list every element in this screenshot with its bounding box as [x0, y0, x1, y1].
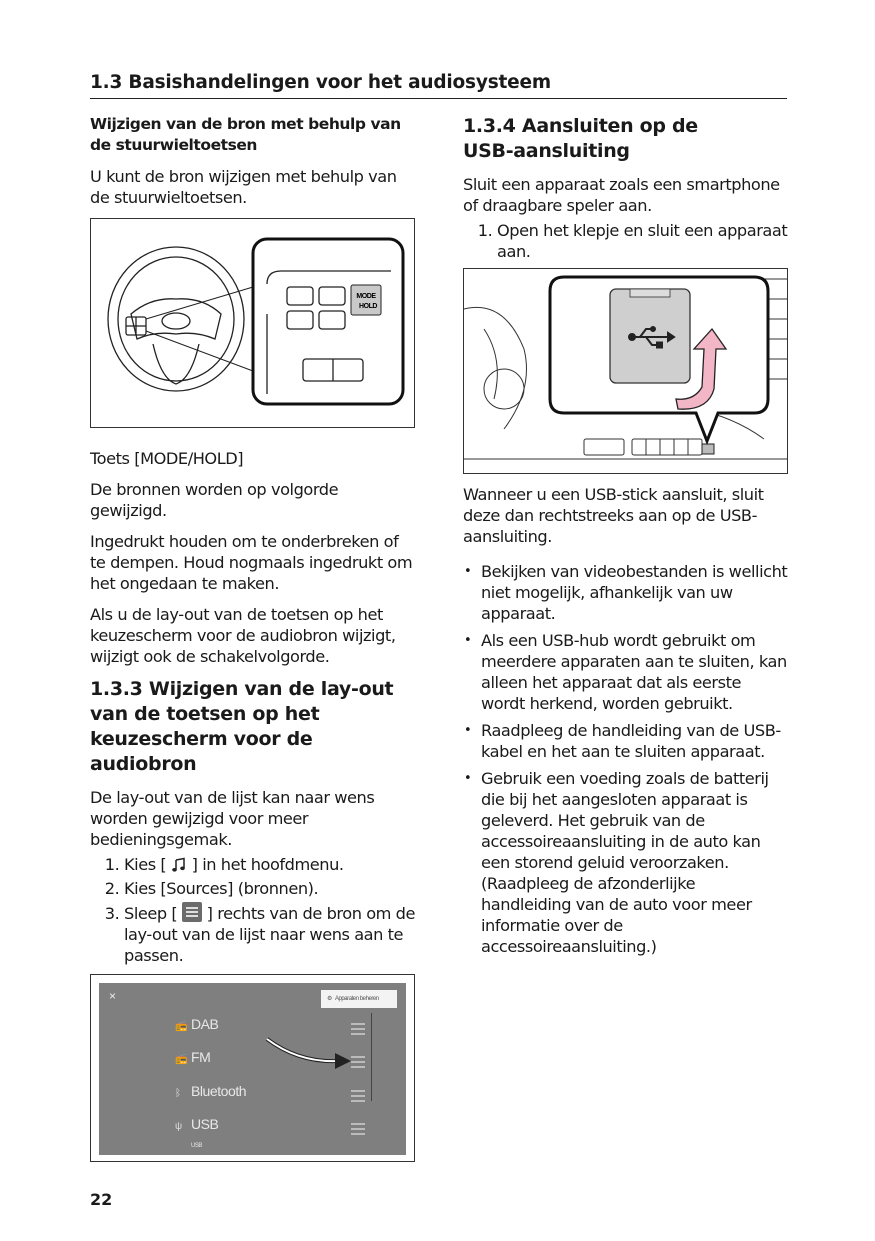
step-1-text-end: ] in het hoofdmenu.: [186, 855, 344, 874]
section-title-usb: 1.3.4 Aansluiten op de USB-aansluiting: [463, 115, 698, 162]
usb-icon: ψ: [175, 1121, 182, 1132]
step-1-text-start: Kies [: [124, 855, 171, 874]
section-intro-layout: De lay-out van de lijst kan naar wens worden gewijzigd voor meer bedieningsgemak.: [90, 788, 375, 849]
left-column: [90, 114, 415, 1162]
step-3: [124, 902, 415, 966]
right-column: [463, 114, 788, 963]
steps-usb: [463, 220, 788, 262]
section-header: 1.3 Basishandelingen voor het audiosysteem: [90, 72, 787, 99]
paragraph-order: De bronnen worden op volgorde gewijzigd.: [90, 480, 339, 520]
list-item: • Bekijken van videobestanden is wellicht niet mogelijk, afhankelijk van uw apparaat.: [481, 561, 788, 624]
button-caption: Toets [MODE/HOLD]: [90, 449, 244, 468]
source-list-figure: [90, 974, 415, 1162]
gear-icon: ⚙: [327, 996, 332, 1002]
list-item: • Als een USB-hub wordt gebruikt om meerdere apparaten aan te sluiten, kan alleen het apparaat dat als eerste wordt herkend, worden gebruikt.: [481, 630, 788, 714]
hold-label: HOLD: [358, 303, 378, 310]
bluetooth-icon: ᛒ: [175, 1088, 181, 1099]
source-list-screen: [99, 983, 406, 1155]
mode-label: MODE: [356, 293, 376, 300]
source-label-dab: DAB: [191, 1016, 219, 1032]
radio-icon: 📻: [175, 1021, 188, 1032]
source-label-usb: USB: [191, 1116, 219, 1132]
steps-layout: [90, 854, 415, 966]
paragraph-layout: Als u de lay-out van de toetsen op het keuzescherm voor de audiobron wijzigt, wijzigt ook de schakelvolgorde.: [90, 605, 396, 666]
subheading-steering-buttons: Wijzigen van de bron met behulp van de stuurwieltoetsen: [90, 115, 401, 154]
usb-notes-list: [463, 561, 788, 957]
close-icon[interactable]: ×: [109, 989, 116, 1003]
source-sublabel-usb: USB: [191, 1143, 202, 1149]
step-3-text-end: ] rechts van de bron om de lay-out van de lijst naar wens aan te passen.: [124, 904, 416, 965]
steering-wheel-figure: [90, 218, 415, 428]
drag-arrow-icon: [99, 983, 406, 1155]
step-3-text-start: Sleep [: [124, 904, 182, 923]
manage-devices-label: Apparaten beheren: [334, 996, 379, 1002]
section-title-layout: 1.3.3 Wijzigen van de lay-out van de toetsen op het keuzescherm voor de audiobron: [90, 678, 394, 775]
step-1: [124, 854, 415, 875]
usb-stick-note: Wanneer u een USB-stick aansluit, sluit deze dan rechtstreeks aan op de USB-aansluiting.: [463, 485, 764, 546]
list-item: • Raadpleeg de handleiding van de USB-kabel en het aan te sluiten apparaat.: [481, 720, 788, 762]
radio-icon: 📻: [175, 1054, 188, 1065]
page-number: 22: [90, 1190, 113, 1209]
intro-text: U kunt de bron wijzigen met behulp van de stuurwieltoetsen.: [90, 167, 397, 207]
list-item: • Gebruik een voeding zoals de batterij die bij het aangesloten apparaat is geleverd. Het gebruik van de accessoireaansluiting in de auto kan een storend geluid veroorzaken. (Raadpleeg de afzonderlijke handleiding van de auto voor meer informatie over de accessoireaansluiting.): [481, 768, 788, 957]
usb-port-illustration: [464, 269, 787, 473]
source-label-bluetooth: Bluetooth: [191, 1083, 247, 1099]
drag-handle-icon: [182, 902, 202, 922]
usb-port-figure: [463, 268, 788, 474]
usb-intro: Sluit een apparaat zoals een smartphone of draagbare speler aan.: [463, 175, 780, 215]
usb-step-1: 1. Open het klepje en sluit een apparaat aan.: [497, 220, 788, 262]
step-2: 2. Kies [Sources] (bronnen).: [124, 878, 415, 899]
paragraph-hold: Ingedrukt houden om te onderbreken of te dempen. Houd nogmaals ingedrukt om het ongedaan te maken.: [90, 532, 413, 593]
music-note-icon: [171, 857, 187, 873]
source-label-fm: FM: [191, 1049, 211, 1065]
steering-wheel-illustration: [91, 219, 414, 427]
